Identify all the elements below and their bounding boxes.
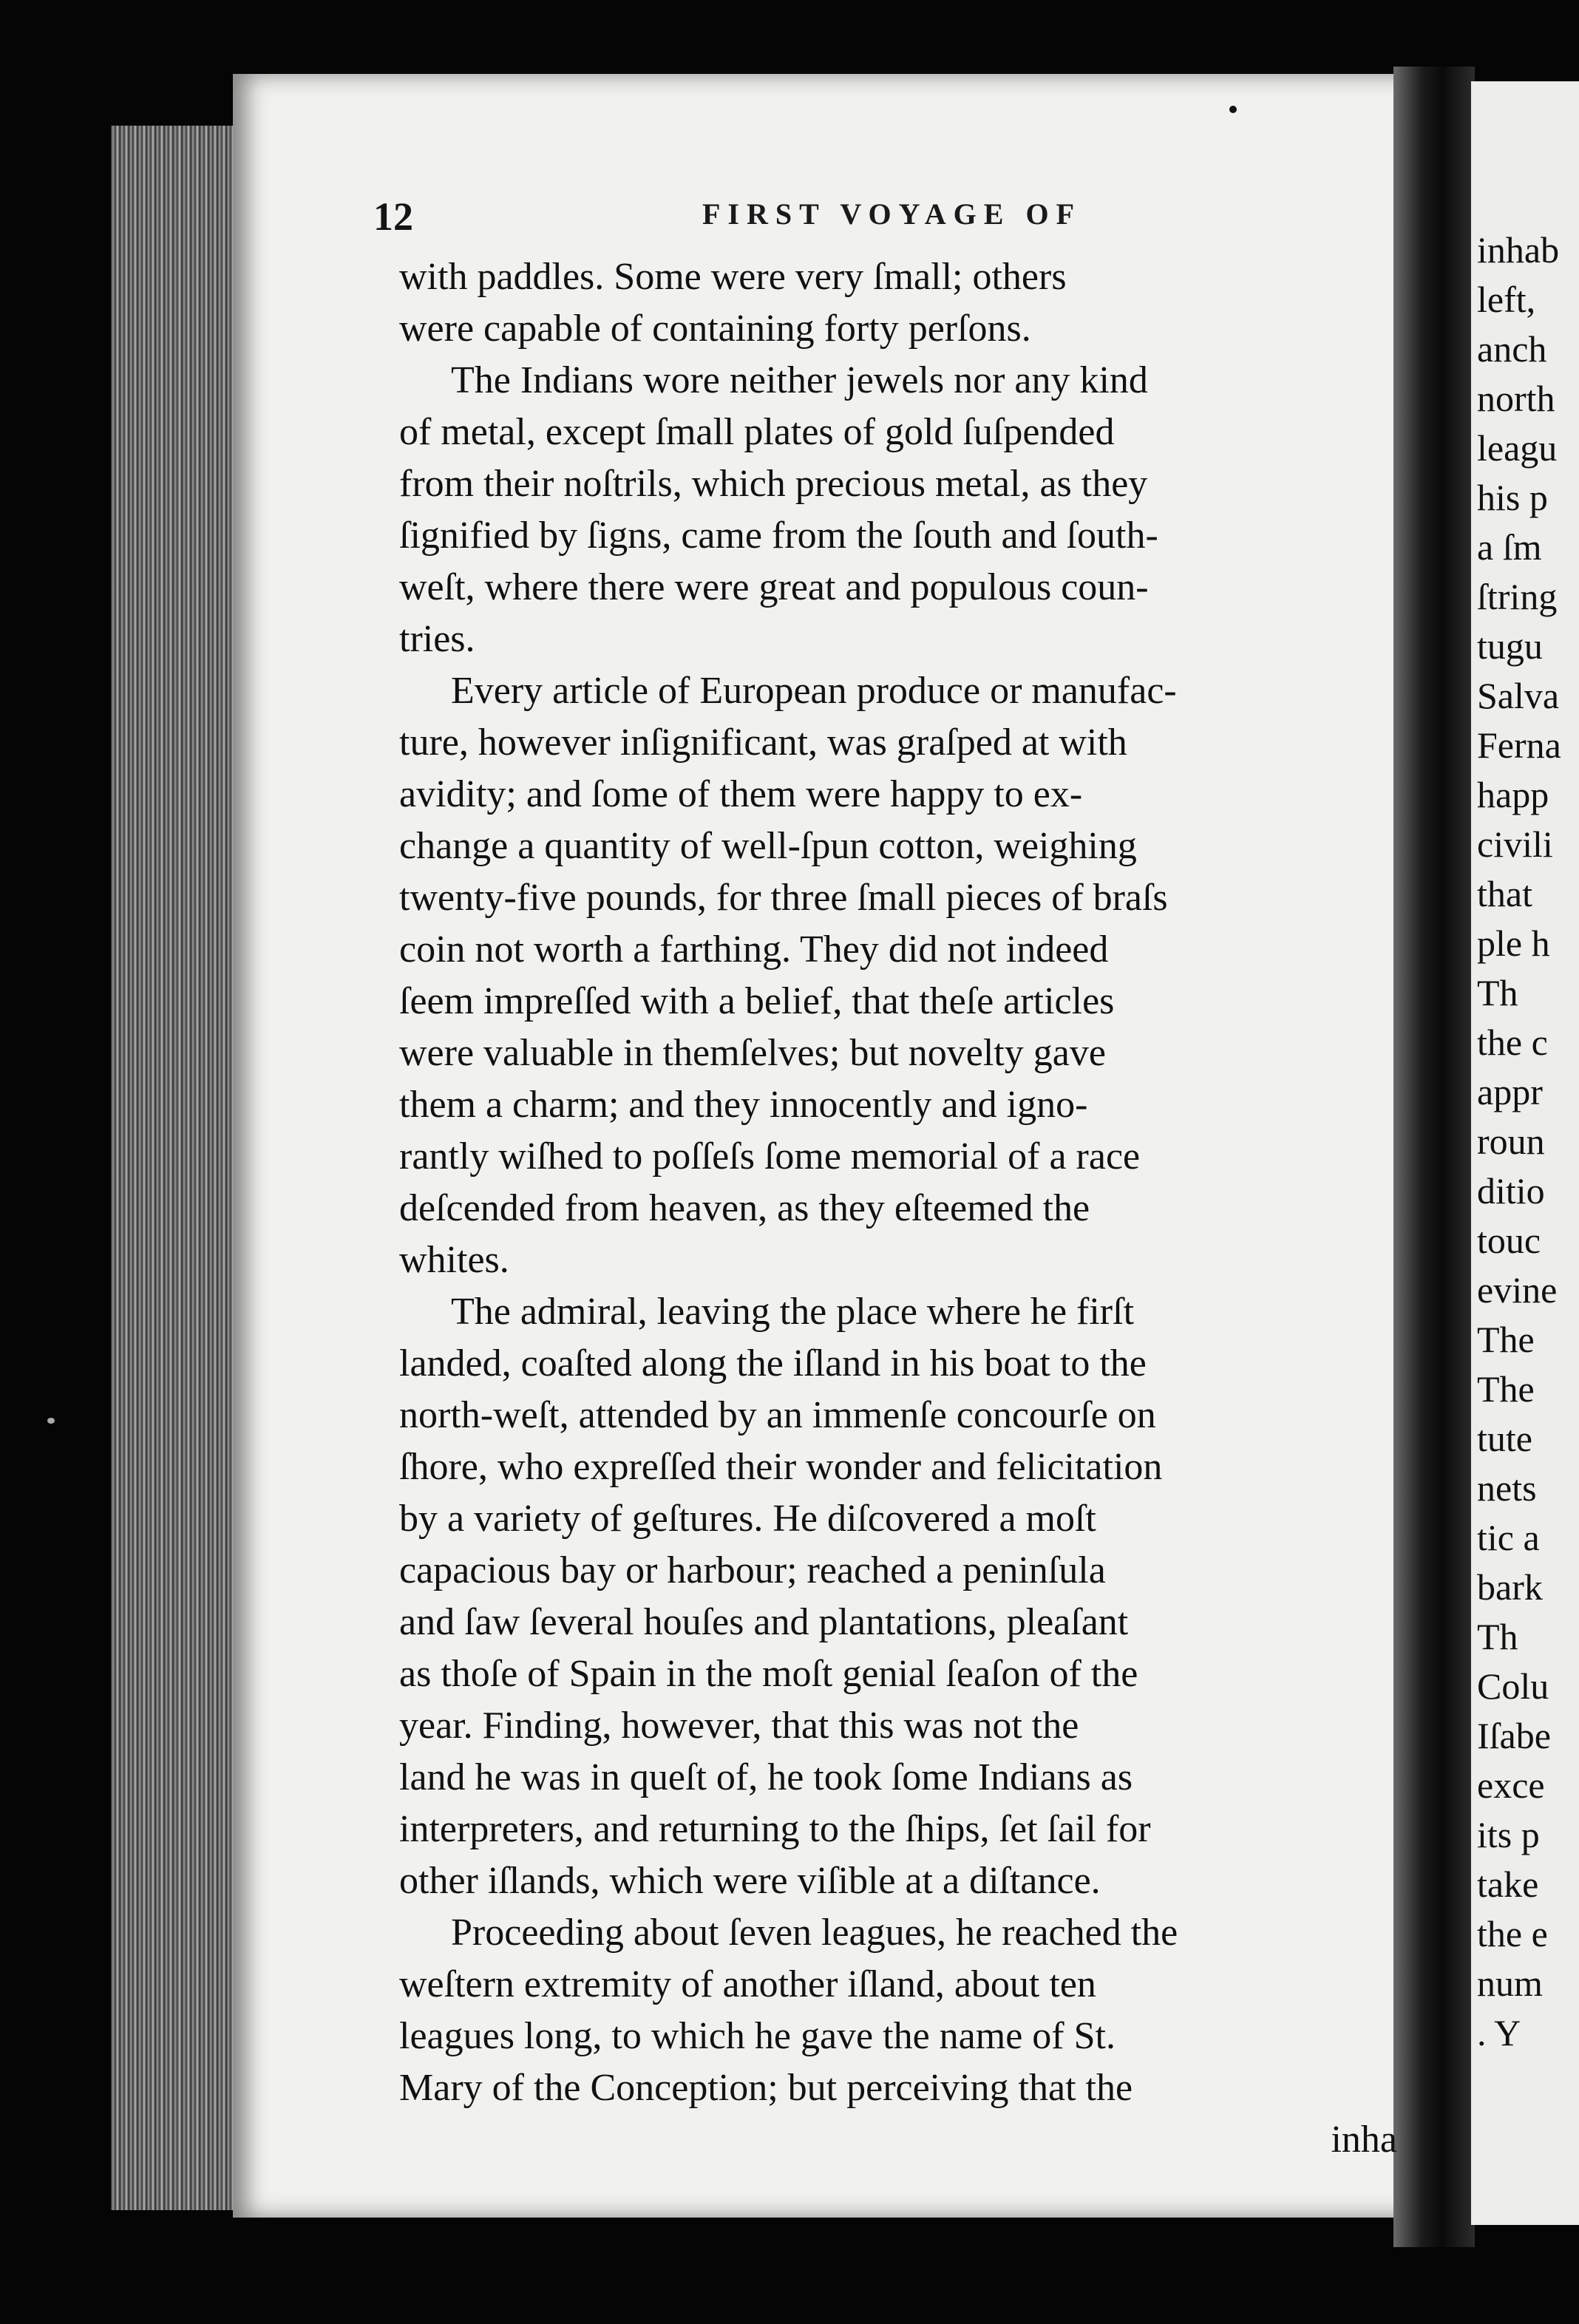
facing-line-fragment: exce	[1477, 1764, 1545, 1806]
running-head: FIRST VOYAGE OF	[702, 197, 1082, 231]
text-line: them a charm; and they innocently and igno-	[399, 1084, 1088, 1126]
text-line: with paddles. Some were very ſmall; others	[399, 256, 1067, 298]
page-body-text	[399, 251, 1412, 2188]
text-line: The admiral, leaving the place where he firſt	[451, 1291, 1135, 1333]
text-line: rantly wiſhed to poſſeſs ſome memorial of a race	[399, 1135, 1141, 1178]
text-line: of metal, except ſmall plates of gold ſuſpended	[399, 411, 1115, 453]
facing-line-fragment: Th	[1477, 972, 1518, 1013]
text-line: capacious bay or harbour; reached a peninſula	[399, 1549, 1106, 1591]
facing-line-fragment: Ferna	[1477, 724, 1561, 766]
text-line: weſt, where there were great and populous coun-	[399, 566, 1149, 608]
text-line: leagues long, to which he gave the name of St.	[399, 2015, 1116, 2057]
facing-line-fragment: leagu	[1477, 427, 1558, 469]
text-line: by a variety of geſtures. He diſcovered a moſt	[399, 1498, 1096, 1540]
facing-line-fragment: The	[1477, 1368, 1535, 1410]
facing-line-fragment: num	[1477, 1963, 1543, 2004]
text-line: other iſlands, which were viſible at a diſtance.	[399, 1860, 1101, 1902]
facing-line-fragment: ſtring	[1477, 576, 1558, 617]
facing-line-fragment: . Y	[1477, 2012, 1521, 2053]
facing-line-fragment: tic a	[1477, 1517, 1540, 1558]
text-line: Mary of the Conception; but perceiving that the	[399, 2067, 1133, 2109]
text-line: deſcended from heaven, as they eſteemed the	[399, 1187, 1090, 1229]
facing-line-fragment: inhab	[1477, 229, 1560, 271]
facing-line-fragment: that	[1477, 873, 1532, 914]
facing-line-fragment: tute	[1477, 1418, 1532, 1459]
facing-line-fragment: take	[1477, 1863, 1539, 1905]
facing-line-fragment: anch	[1477, 328, 1547, 370]
facing-line-fragment: ple h	[1477, 923, 1550, 964]
ink-speck	[47, 1418, 55, 1424]
facing-line-fragment: civili	[1477, 823, 1553, 865]
text-line: The Indians wore neither jewels nor any kind	[451, 359, 1148, 401]
facing-line-fragment: tugu	[1477, 625, 1543, 667]
text-line: from their noſtrils, which precious metal, as they	[399, 463, 1148, 505]
text-line: as thoſe of Spain in the moſt genial ſeaſon of the	[399, 1653, 1138, 1695]
text-line: tries.	[399, 618, 475, 660]
facing-line-fragment: Th	[1477, 1616, 1518, 1657]
facing-line-fragment: The	[1477, 1319, 1535, 1360]
facing-line-fragment: happ	[1477, 774, 1549, 815]
facing-line-fragment: Colu	[1477, 1665, 1549, 1707]
facing-line-fragment: the e	[1477, 1913, 1548, 1954]
facing-line-fragment: Iſabe	[1477, 1715, 1551, 1756]
ink-spot	[1229, 106, 1237, 113]
text-line: coin not worth a farthing. They did not indeed	[399, 928, 1109, 971]
text-line: Every article of European produce or manufac-	[451, 670, 1177, 712]
facing-line-fragment: appr	[1477, 1071, 1543, 1112]
facing-line-fragment: Salva	[1477, 675, 1560, 716]
facing-page-fragments	[1477, 225, 1579, 2147]
facing-line-fragment: bark	[1477, 1566, 1543, 1608]
facing-line-fragment: his p	[1477, 477, 1548, 518]
text-line: weſtern extremity of another iſland, about ten	[399, 1963, 1096, 2005]
page-number: 12	[373, 194, 413, 239]
text-line: whites.	[399, 1239, 509, 1281]
text-line: year. Finding, however, that this was not the	[399, 1705, 1079, 1747]
facing-line-fragment: nets	[1477, 1467, 1537, 1509]
text-line: change a quantity of well-ſpun cotton, weighing	[399, 825, 1137, 867]
text-line: Proceeding about ſeven leagues, he reached the	[451, 1912, 1178, 1954]
text-line: ſeem impreſſed with a belief, that theſe articles	[399, 980, 1115, 1022]
text-line: ſhore, who expreſſed their wonder and felicitation	[399, 1446, 1163, 1488]
facing-line-fragment: north	[1477, 378, 1555, 419]
facing-line-fragment: touc	[1477, 1220, 1541, 1261]
book-edge	[111, 126, 237, 2210]
text-line: and ſaw ſeveral houſes and plantations, pleaſant	[399, 1601, 1129, 1643]
facing-line-fragment: a ſm	[1477, 526, 1542, 568]
text-line: avidity; and ſome of them were happy to ex-	[399, 773, 1083, 815]
text-line: land he was in queſt of, he took ſome Indians as	[399, 1756, 1133, 1798]
facing-line-fragment: left,	[1477, 279, 1536, 320]
facing-line-fragment: its p	[1477, 1814, 1540, 1855]
text-line: landed, coaſted along the iſland in his boat to the	[399, 1342, 1147, 1384]
text-line: ture, however inſignificant, was graſped at with	[399, 721, 1127, 764]
facing-line-fragment: ditio	[1477, 1170, 1545, 1212]
facing-line-fragment: the c	[1477, 1022, 1548, 1063]
catchword: inha	[1331, 2119, 1397, 2161]
facing-line-fragment: evine	[1477, 1269, 1558, 1311]
facing-line-fragment: roun	[1477, 1121, 1545, 1162]
text-line: were capable of containing forty perſons.	[399, 308, 1031, 350]
text-line: interpreters, and returning to the ſhips, ſet ſail for	[399, 1808, 1151, 1850]
text-line: north-weſt, attended by an immenſe concourſe on	[399, 1394, 1156, 1436]
text-line: twenty-five pounds, for three ſmall pieces of braſs	[399, 877, 1168, 919]
text-line: were valuable in themſelves; but novelty gave	[399, 1032, 1106, 1074]
text-line: ſignified by ſigns, came from the ſouth and ſouth-	[399, 514, 1158, 557]
